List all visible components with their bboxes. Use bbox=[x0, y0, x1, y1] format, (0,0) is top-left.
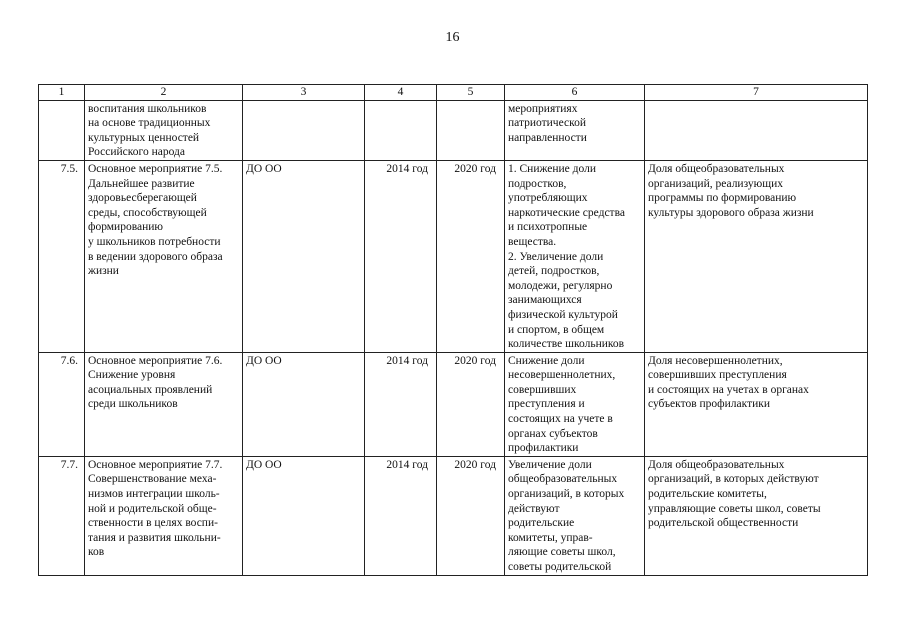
table-row bbox=[39, 100, 868, 160]
end-year-cell: 2020 год bbox=[437, 160, 505, 352]
column-header: 2 bbox=[85, 85, 243, 101]
end-year-cell: 2020 год bbox=[437, 352, 505, 456]
table-row bbox=[39, 456, 868, 575]
activity-cell: Основное мероприятие 7.7. Совершенствование меха- низмов интеграции школь- ной и родительской обще- ственности в целях воспи- тания и развития школьни- ков bbox=[85, 456, 243, 575]
activity-cell: Основное мероприятие 7.5. Дальнейшее развитие здоровьесберегающей среды, способствующей формированию у школьников потребности в ведении здорового образа жизни bbox=[85, 160, 243, 352]
expected-result-cell: Снижение доли несовершеннолетних, совершивших преступления и состоящих на учете в органах субъектов профилактики bbox=[505, 352, 645, 456]
row-number-cell bbox=[39, 100, 85, 160]
column-header: 6 bbox=[505, 85, 645, 101]
expected-result-cell: Увеличение доли общеобразовательных организаций, в которых действуют родительские комитеты, управ- ляющие советы школ, советы родительской bbox=[505, 456, 645, 575]
activity-cell: воспитания школьников на основе традиционных культурных ценностей Российского народа bbox=[85, 100, 243, 160]
row-number-cell: 7.7. bbox=[39, 456, 85, 575]
start-year-cell: 2014 год bbox=[365, 160, 437, 352]
end-year-cell bbox=[437, 100, 505, 160]
row-number-cell: 7.5. bbox=[39, 160, 85, 352]
indicator-cell: Доля общеобразовательных организаций, реализующих программы по формированию культуры здорового образа жизни bbox=[645, 160, 868, 352]
end-year-cell: 2020 год bbox=[437, 456, 505, 575]
start-year-cell: 2014 год bbox=[365, 456, 437, 575]
page-number: 16 bbox=[445, 30, 460, 45]
executor-cell: ДО ОО bbox=[243, 352, 365, 456]
start-year-cell: 2014 год bbox=[365, 352, 437, 456]
expected-result-cell: мероприятиях патриотической направленности bbox=[505, 100, 645, 160]
executor-cell: ДО ОО bbox=[243, 160, 365, 352]
program-activities-table bbox=[38, 84, 868, 576]
column-header: 4 bbox=[365, 85, 437, 101]
indicator-cell: Доля несовершеннолетних, совершивших преступления и состоящих на учетах в органах субъектов профилактики bbox=[645, 352, 868, 456]
column-header: 3 bbox=[243, 85, 365, 101]
row-number-cell: 7.6. bbox=[39, 352, 85, 456]
activity-cell: Основное мероприятие 7.6. Снижение уровня асоциальных проявлений среди школьников bbox=[85, 352, 243, 456]
column-header: 5 bbox=[437, 85, 505, 101]
indicator-cell bbox=[645, 100, 868, 160]
start-year-cell bbox=[365, 100, 437, 160]
column-header: 1 bbox=[39, 85, 85, 101]
table-row bbox=[39, 352, 868, 456]
executor-cell: ДО ОО bbox=[243, 456, 365, 575]
table-row bbox=[39, 160, 868, 352]
expected-result-cell: 1. Снижение доли подростков, употребляющих наркотические средства и психотропные вещества. 2. Увеличение доли детей, подростков, молодежи, регулярно занимающихся физической культурой и спортом, в общем количестве школьников bbox=[505, 160, 645, 352]
indicator-cell: Доля общеобразовательных организаций, в которых действуют родительские комитеты, управляющие советы школ, советы родительской общественности bbox=[645, 456, 868, 575]
column-number-header-row bbox=[39, 85, 868, 101]
executor-cell bbox=[243, 100, 365, 160]
column-header: 7 bbox=[645, 85, 868, 101]
